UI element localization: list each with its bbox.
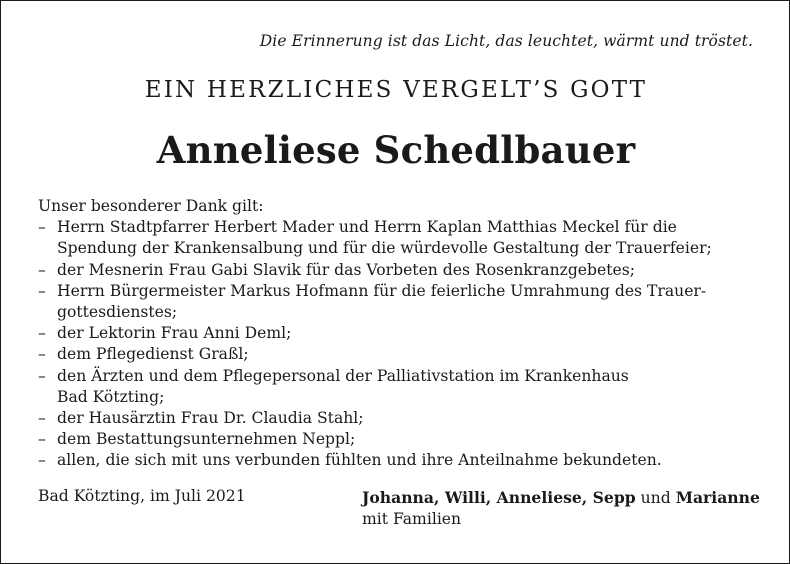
thanks-item: – Herrn Bürgermeister Markus Hofmann für die feierliche Umrahmung des Trauer- gottesdienstes;: [38, 281, 754, 323]
headline: EIN HERZLICHES VERGELT’S GOTT: [144, 77, 648, 103]
thanks-section: [38, 196, 754, 472]
thanks-item: – Herrn Stadtpfarrer Herbert Mader und Herrn Kaplan Matthias Meckel für die Spendung der Krankensalbung und für die würdevolle Gestaltung der Trauerfeier;: [38, 217, 754, 259]
thanks-list: [38, 217, 754, 471]
thanks-intro: Unser besonderer Dank gilt:: [38, 197, 264, 215]
signature-block: [362, 487, 760, 530]
thanks-item: – der Lektorin Frau Anni Deml;: [38, 323, 754, 344]
thanks-item: – dem Bestattungsunternehmen Neppl;: [38, 429, 754, 450]
place-date: Bad Kötzting, im Juli 2021: [38, 487, 246, 505]
signature-families: mit Familien: [362, 510, 462, 528]
thanks-item: – dem Pflegedienst Graßl;: [38, 344, 754, 365]
thanks-item: – den Ärzten und dem Pflegepersonal der Palliativstation im Krankenhaus Bad Kötzting;: [38, 366, 754, 408]
signature-last-name: Marianne: [675, 488, 760, 507]
thanks-item: – der Mesnerin Frau Gabi Slavik für das Vorbeten des Rosenkranzgebetes;: [38, 260, 754, 281]
motto-quote: Die Erinnerung ist das Licht, das leuchtet, wärmt und tröstet.: [259, 32, 753, 50]
signature-names: Johanna, Willi, Anneliese, Sepp: [362, 488, 636, 507]
thanks-item: – allen, die sich mit uns verbunden fühlten und ihre Anteilnahme bekundeten.: [38, 450, 754, 471]
deceased-name: Anneliese Schedlbauer: [156, 128, 636, 172]
signature-and: und: [640, 489, 671, 507]
thanks-item: – der Hausärztin Frau Dr. Claudia Stahl;: [38, 408, 754, 429]
